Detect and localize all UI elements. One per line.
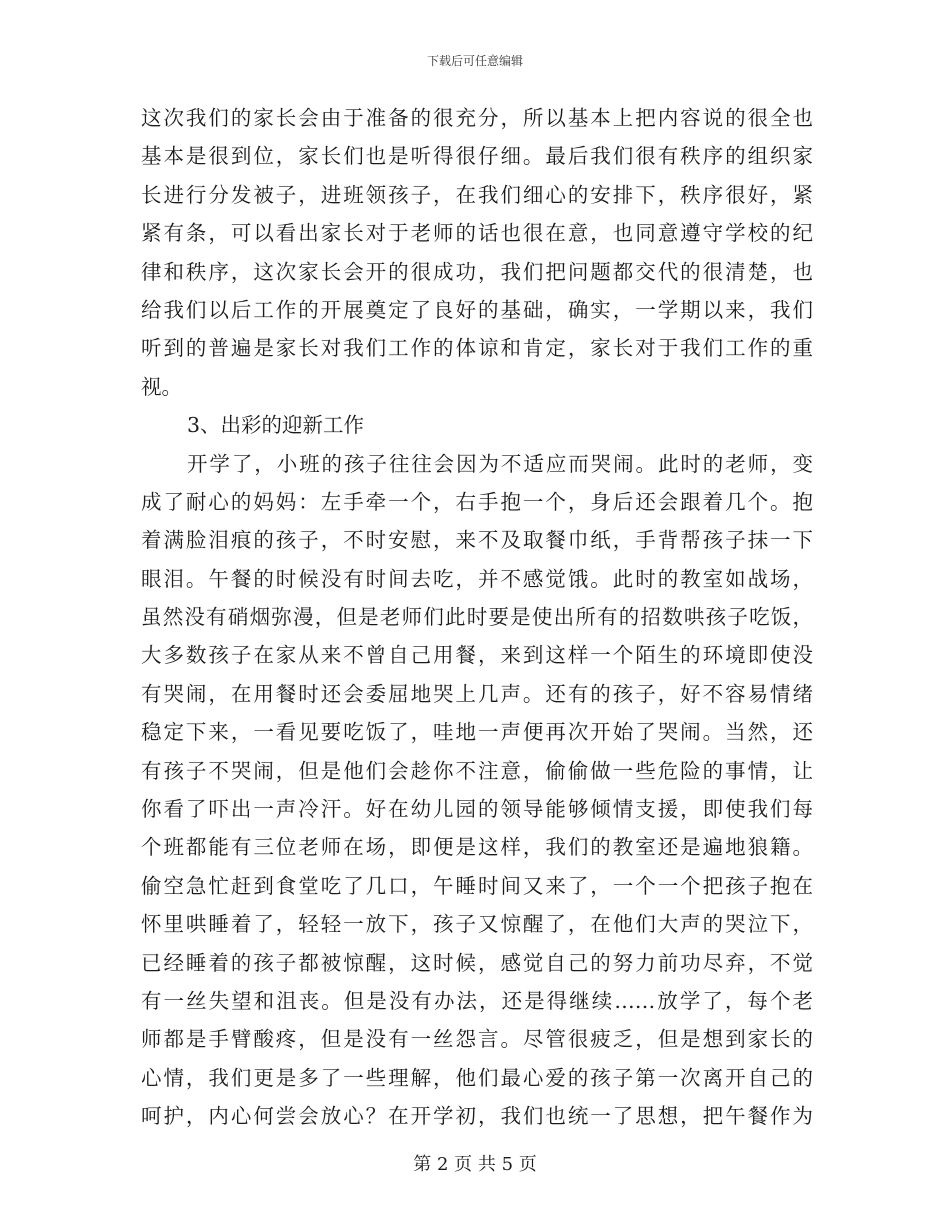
text-line: 紧有条，可以看出家长对于老师的话也很在意，也同意遵守学校的纪: [141, 221, 813, 246]
text-line: 眼泪。午餐的时候没有时间去吃，并不感觉饿。此时的教室如战场，: [141, 566, 813, 591]
text-line: 呵护，内心何尝会放心？在开学初，我们也统一了思想，把午餐作为: [141, 1104, 813, 1129]
text-line: 基本是很到位，家长们也是听得很仔细。最后我们很有秩序的组织家: [141, 144, 813, 169]
text-line: 有孩子不哭闹，但是他们会趁你不注意，偷偷做一些危险的事情，让: [141, 758, 813, 783]
text-line: 大多数孩子在家从来不曾自己用餐，来到这样一个陌生的环境即使没: [141, 643, 813, 668]
text-line: 有哭闹，在用餐时还会委屈地哭上几声。还有的孩子，好不容易情绪: [141, 681, 813, 706]
text-line: 心情，我们更是多了一些理解，他们最心爱的孩子第一次离开自己的: [141, 1065, 813, 1090]
text-line: 视。: [141, 374, 182, 399]
page-header: 下载后可任意编辑: [426, 54, 523, 68]
text-line: 律和秩序，这次家长会开的很成功，我们把问题都交代的很清楚，也: [141, 259, 813, 284]
text-line: 偷空急忙赶到食堂吃了几口，午睡时间又来了，一个一个把孩子抱在: [141, 873, 813, 898]
text-line: 着满脸泪痕的孩子，不时安慰，来不及取餐巾纸，手背帮孩子抹一下: [141, 528, 813, 553]
text-line: 这次我们的家长会由于准备的很充分，所以基本上把内容说的很全也: [141, 106, 813, 130]
text-line: 你看了吓出一声冷汗。好在幼儿园的领导能够倾情支援，即使我们每: [141, 797, 813, 822]
page-footer: 第 2 页 共 5 页: [413, 1154, 537, 1175]
text-line: 听到的普遍是家长对我们工作的体谅和肯定，家长对于我们工作的重: [141, 336, 813, 361]
text-line: 虽然没有硝烟弥漫，但是老师们此时要是使出所有的招数哄孩子吃饭，: [141, 605, 813, 630]
text-line: 长进行分发被子，进班领孩子，在我们细心的安排下，秩序很好，紧: [141, 182, 813, 207]
text-line: 个班都能有三位老师在场，即便是这样，我们的教室还是遍地狼籍。: [141, 835, 813, 860]
text-line: 开学了，小班的孩子往往会因为不适应而哭闹。此时的老师，变: [187, 451, 813, 476]
text-line: 师都是手臂酸疼，但是没有一丝怨言。尽管很疲乏，但是想到家长的: [141, 1027, 813, 1052]
text-line: 怀里哄睡着了，轻轻一放下，孩子又惊醒了，在他们大声的哭泣下，: [141, 912, 813, 937]
text-line: 成了耐心的妈妈：左手牵一个，右手抱一个，身后还会跟着几个。抱: [141, 489, 813, 514]
text-line: 有一丝失望和沮丧。但是没有办法，还是得继续……放学了，每个老: [141, 988, 813, 1013]
text-line: 3、出彩的迎新工作: [187, 413, 365, 438]
document-body: [141, 99, 813, 1136]
text-line: 给我们以后工作的开展奠定了良好的基础，确实，一学期以来，我们: [141, 297, 813, 322]
text-line: 稳定下来，一看见要吃饭了，哇地一声便再次开始了哭闹。当然，还: [141, 720, 813, 745]
text-line: 已经睡着的孩子都被惊醒，这时候，感觉自己的努力前功尽弃，不觉: [141, 950, 813, 975]
